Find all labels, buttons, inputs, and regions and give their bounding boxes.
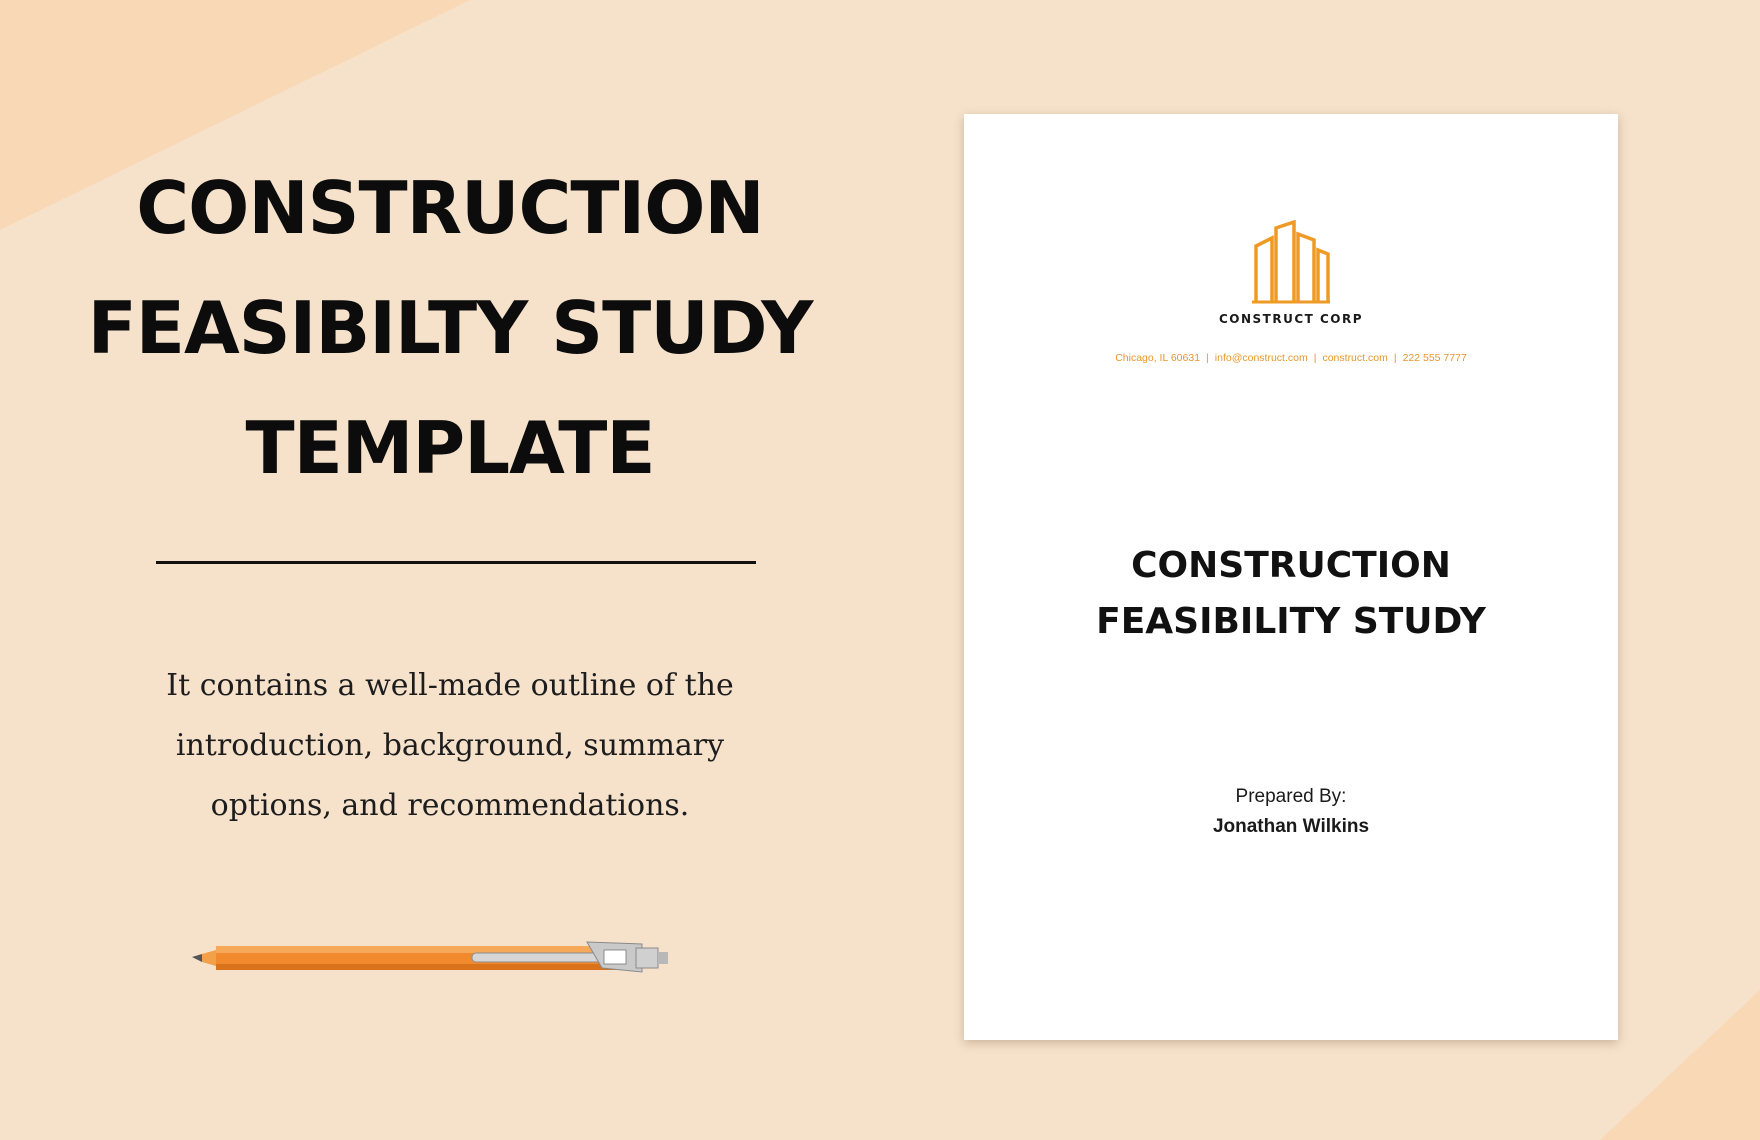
headline-line-1: CONSTRUCTION — [136, 166, 764, 250]
prepared-by-label: Prepared By: — [1235, 786, 1347, 807]
contact-website: construct.com — [1322, 352, 1388, 364]
headline-line-2: FEASIBILTY STUDY — [87, 286, 813, 370]
brand-name: CONSTRUCT CORP — [1218, 312, 1364, 326]
contact-email: info@construct.com — [1214, 352, 1308, 364]
contact-line — [964, 352, 1618, 364]
contact-separator: | — [1206, 352, 1209, 364]
contact-separator: | — [1313, 352, 1317, 364]
description: It contains a well-made outline of the introduction, background, summary options, and recommendations. — [166, 668, 734, 823]
document-preview — [964, 114, 1618, 1040]
divider — [156, 561, 756, 564]
headline — [70, 148, 830, 508]
contact-separator: | — [1393, 352, 1397, 364]
document-title — [964, 538, 1618, 650]
document-title-line-1: CONSTRUCTION — [1131, 545, 1451, 586]
document-title-line-2: FEASIBILITY STUDY — [1096, 601, 1486, 642]
contact-phone: 222 555 7777 — [1402, 352, 1467, 364]
contact-address: Chicago, IL 60631 — [1115, 352, 1201, 364]
buildings-logo-icon — [1250, 220, 1332, 304]
headline-line-3: TEMPLATE — [245, 406, 655, 490]
prepared-by-name: Jonathan Wilkins — [1212, 816, 1370, 837]
ballpoint-pen-icon — [192, 934, 712, 982]
